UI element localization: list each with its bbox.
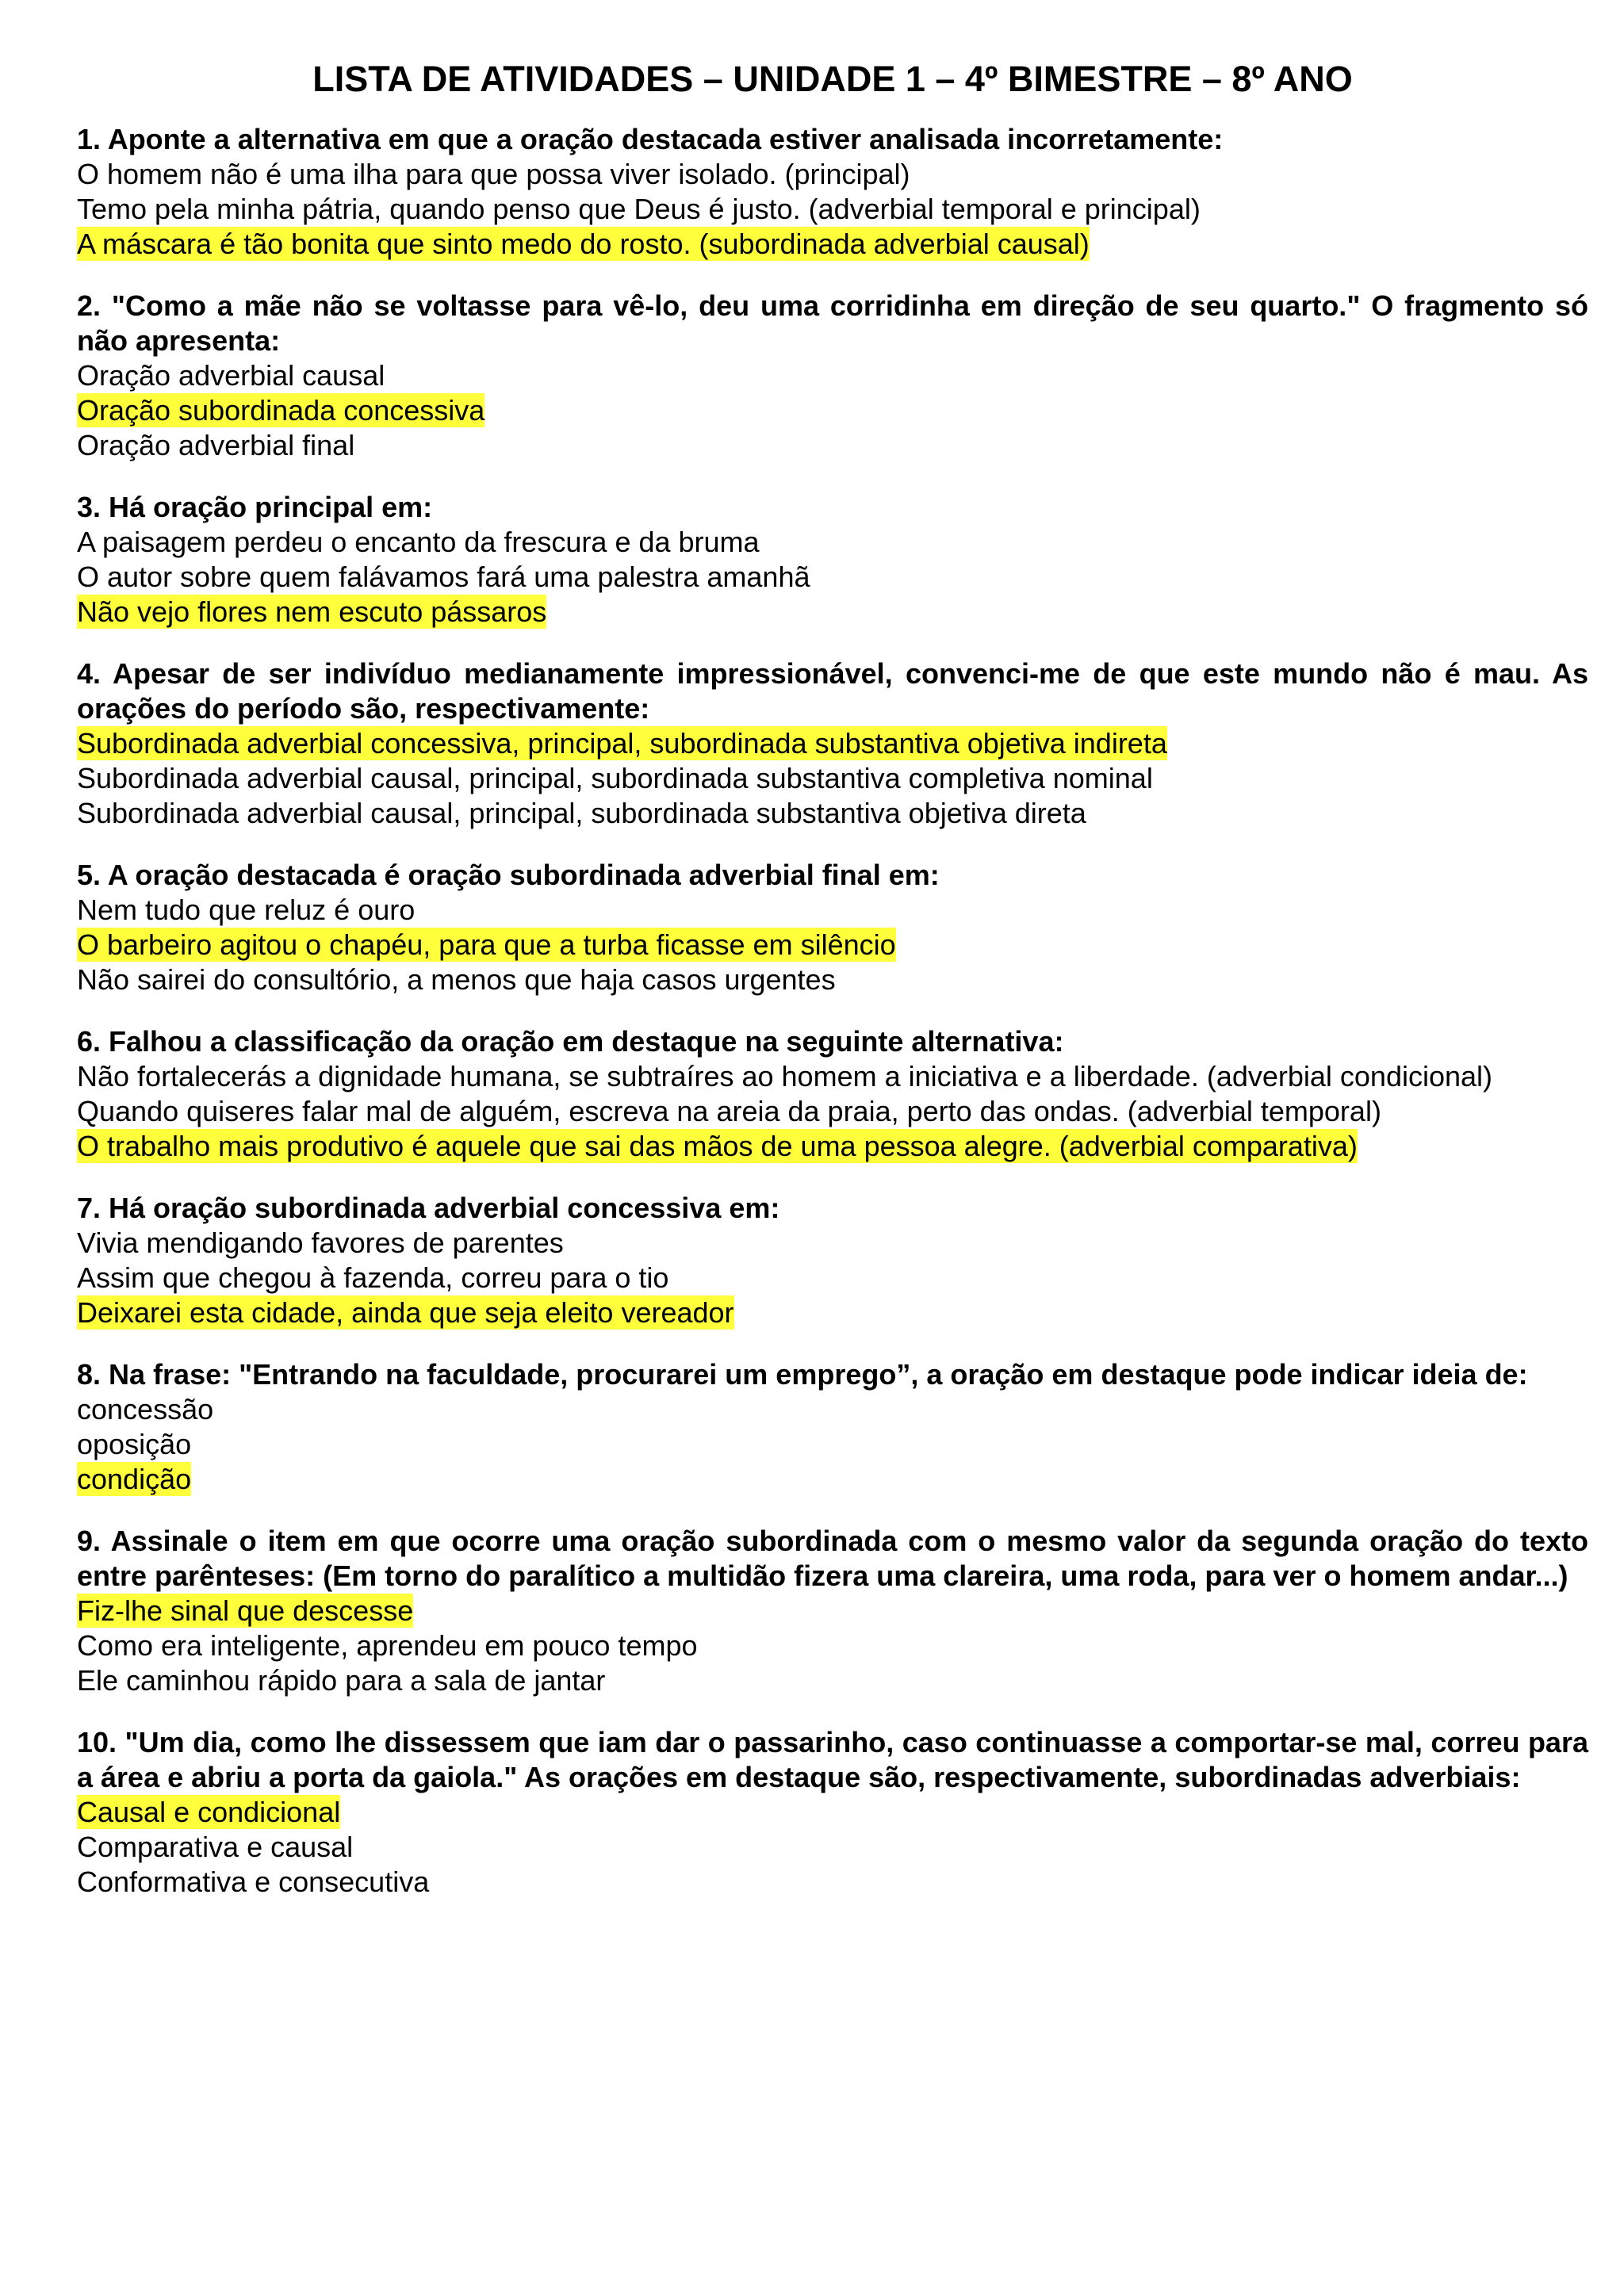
option-list [77, 525, 1588, 629]
option-text: Como era inteligente, aprendeu em pouco tempo [77, 1629, 698, 1662]
answer-option [77, 525, 1588, 560]
answer-option [77, 1865, 1588, 1900]
option-text: Conformativa e consecutiva [77, 1866, 430, 1898]
option-list [77, 157, 1588, 262]
option-text: Deixarei esta cidade, ainda que seja eleito vereador [77, 1296, 734, 1329]
highlighted-answer-option [77, 1129, 1588, 1164]
question-text: 7. Há oração subordinada adverbial concessiva em: [77, 1192, 780, 1224]
option-text: Subordinada adverbial concessiva, principal, subordinada substantiva objetiva indireta [77, 727, 1167, 760]
question-text: 1. Aponte a alternativa em que a oração destacada estiver analisada incorretamente: [77, 123, 1224, 155]
question-text: 2. "Como a mãe não se voltasse para vê-lo, deu uma corridinha em direção de seu quarto." O fragmento só não apresenta: [77, 289, 1588, 357]
highlighted-answer-option [77, 928, 1588, 962]
highlighted-answer-option [77, 1594, 1588, 1628]
option-text: condição [77, 1463, 192, 1495]
option-list [77, 1226, 1588, 1330]
option-text: Assim que chegou à fazenda, correu para o tio [77, 1261, 669, 1294]
option-text: Causal e condicional [77, 1796, 341, 1828]
option-text: Temo pela minha pátria, quando penso que Deus é justo. (adverbial temporal e principal) [77, 193, 1201, 225]
option-text: Vivia mendigando favores de parentes [77, 1226, 564, 1259]
question-10 [77, 1725, 1588, 1900]
option-text: Fiz-lhe sinal que descesse [77, 1594, 414, 1627]
document-page [77, 55, 1588, 1927]
option-text: Oração adverbial final [77, 429, 355, 461]
option-list [77, 1059, 1588, 1164]
answer-option [77, 560, 1588, 595]
question-text: 8. Na frase: "Entrando na faculdade, procurarei um emprego”, a oração em destaque pode indicar ideia de: [77, 1358, 1528, 1391]
question-2 [77, 289, 1588, 463]
document-title: LISTA DE ATIVIDADES – UNIDADE 1 – 4º BIMESTRE – 8º ANO [312, 59, 1353, 99]
answer-option [77, 1392, 1588, 1427]
question-3 [77, 490, 1588, 629]
question-1 [77, 122, 1588, 262]
option-text: Ele caminhou rápido para a sala de jantar [77, 1664, 606, 1697]
question-text: 3. Há oração principal em: [77, 491, 433, 523]
option-list [77, 1392, 1588, 1497]
option-list [77, 1594, 1588, 1698]
option-text: Subordinada adverbial causal, principal, subordinada substantiva completiva nominal [77, 762, 1153, 794]
highlighted-answer-option [77, 1795, 1588, 1830]
answer-option [77, 157, 1588, 192]
answer-option [77, 796, 1588, 831]
option-text: concessão [77, 1393, 214, 1425]
highlighted-answer-option [77, 595, 1588, 629]
answer-option [77, 962, 1588, 997]
question-5 [77, 858, 1588, 997]
option-text: Nem tudo que reluz é ouro [77, 894, 416, 926]
question-text: 6. Falhou a classificação da oração em destaque na seguinte alternativa: [77, 1025, 1064, 1058]
question-8 [77, 1357, 1588, 1497]
question-text: 9. Assinale o item em que ocorre uma oração subordinada com o mesmo valor da segunda oração do texto entre parênteses: (Em torno do paralítico a multidão fizera uma clareira, uma roda, para ver o homem andar...) [77, 1525, 1588, 1592]
answer-option [77, 1427, 1588, 1462]
highlighted-answer-option [77, 393, 1588, 428]
option-text: Comparativa e causal [77, 1831, 354, 1863]
option-list [77, 358, 1588, 463]
option-text: Não fortalecerás a dignidade humana, se subtraíres ao homem a iniciativa e a liberdade. (adverbial condicional) [77, 1060, 1493, 1093]
answer-option [77, 428, 1588, 463]
answer-option [77, 1663, 1588, 1698]
option-text: Oração subordinada concessiva [77, 394, 485, 427]
option-text: A paisagem perdeu o encanto da frescura e da bruma [77, 526, 760, 558]
highlighted-answer-option [77, 1295, 1588, 1330]
highlighted-answer-option [77, 1462, 1588, 1497]
option-text: Oração adverbial causal [77, 359, 385, 392]
option-text: Subordinada adverbial causal, principal, subordinada substantiva objetiva direta [77, 797, 1086, 829]
highlighted-answer-option [77, 726, 1588, 761]
option-list [77, 893, 1588, 997]
answer-option [77, 192, 1588, 227]
option-text: O autor sobre quem falávamos fará uma palestra amanhã [77, 561, 810, 593]
question-text: 4. Apesar de ser indivíduo medianamente impressionável, convenci-me de que este mundo não é mau. As orações do período são, respectivamente: [77, 657, 1588, 725]
option-text: A máscara é tão bonita que sinto medo do rosto. (subordinada adverbial causal) [77, 228, 1090, 260]
option-text: Não vejo flores nem escuto pássaros [77, 595, 547, 628]
answer-option [77, 358, 1588, 393]
answer-option [77, 1059, 1588, 1094]
option-text: O trabalho mais produtivo é aquele que sai das mãos de uma pessoa alegre. (adverbial comparativa) [77, 1130, 1358, 1162]
answer-option [77, 1094, 1588, 1129]
option-list [77, 726, 1588, 831]
answer-option [77, 893, 1588, 928]
answer-option [77, 1830, 1588, 1865]
option-list [77, 1795, 1588, 1900]
option-text: oposição [77, 1428, 192, 1460]
option-text: Não sairei do consultório, a menos que haja casos urgentes [77, 963, 836, 996]
question-list [77, 122, 1588, 1900]
highlighted-answer-option [77, 227, 1588, 262]
answer-option [77, 761, 1588, 796]
question-7 [77, 1191, 1588, 1330]
answer-option [77, 1226, 1588, 1261]
question-9 [77, 1524, 1588, 1698]
question-text: 5. A oração destacada é oração subordinada adverbial final em: [77, 859, 940, 891]
question-text: 10. "Um dia, como lhe dissessem que iam dar o passarinho, caso continuasse a comportar-se mal, correu para a área e abriu a porta da gaiola." As orações em destaque são, respectivamente, subordinadas adverbiais: [77, 1726, 1588, 1793]
answer-option [77, 1628, 1588, 1663]
question-4 [77, 656, 1588, 831]
option-text: O barbeiro agitou o chapéu, para que a turba ficasse em silêncio [77, 928, 896, 961]
question-6 [77, 1024, 1588, 1164]
option-text: Quando quiseres falar mal de alguém, escreva na areia da praia, perto das ondas. (adverbial temporal) [77, 1095, 1381, 1127]
option-text: O homem não é uma ilha para que possa viver isolado. (principal) [77, 158, 910, 190]
answer-option [77, 1261, 1588, 1295]
